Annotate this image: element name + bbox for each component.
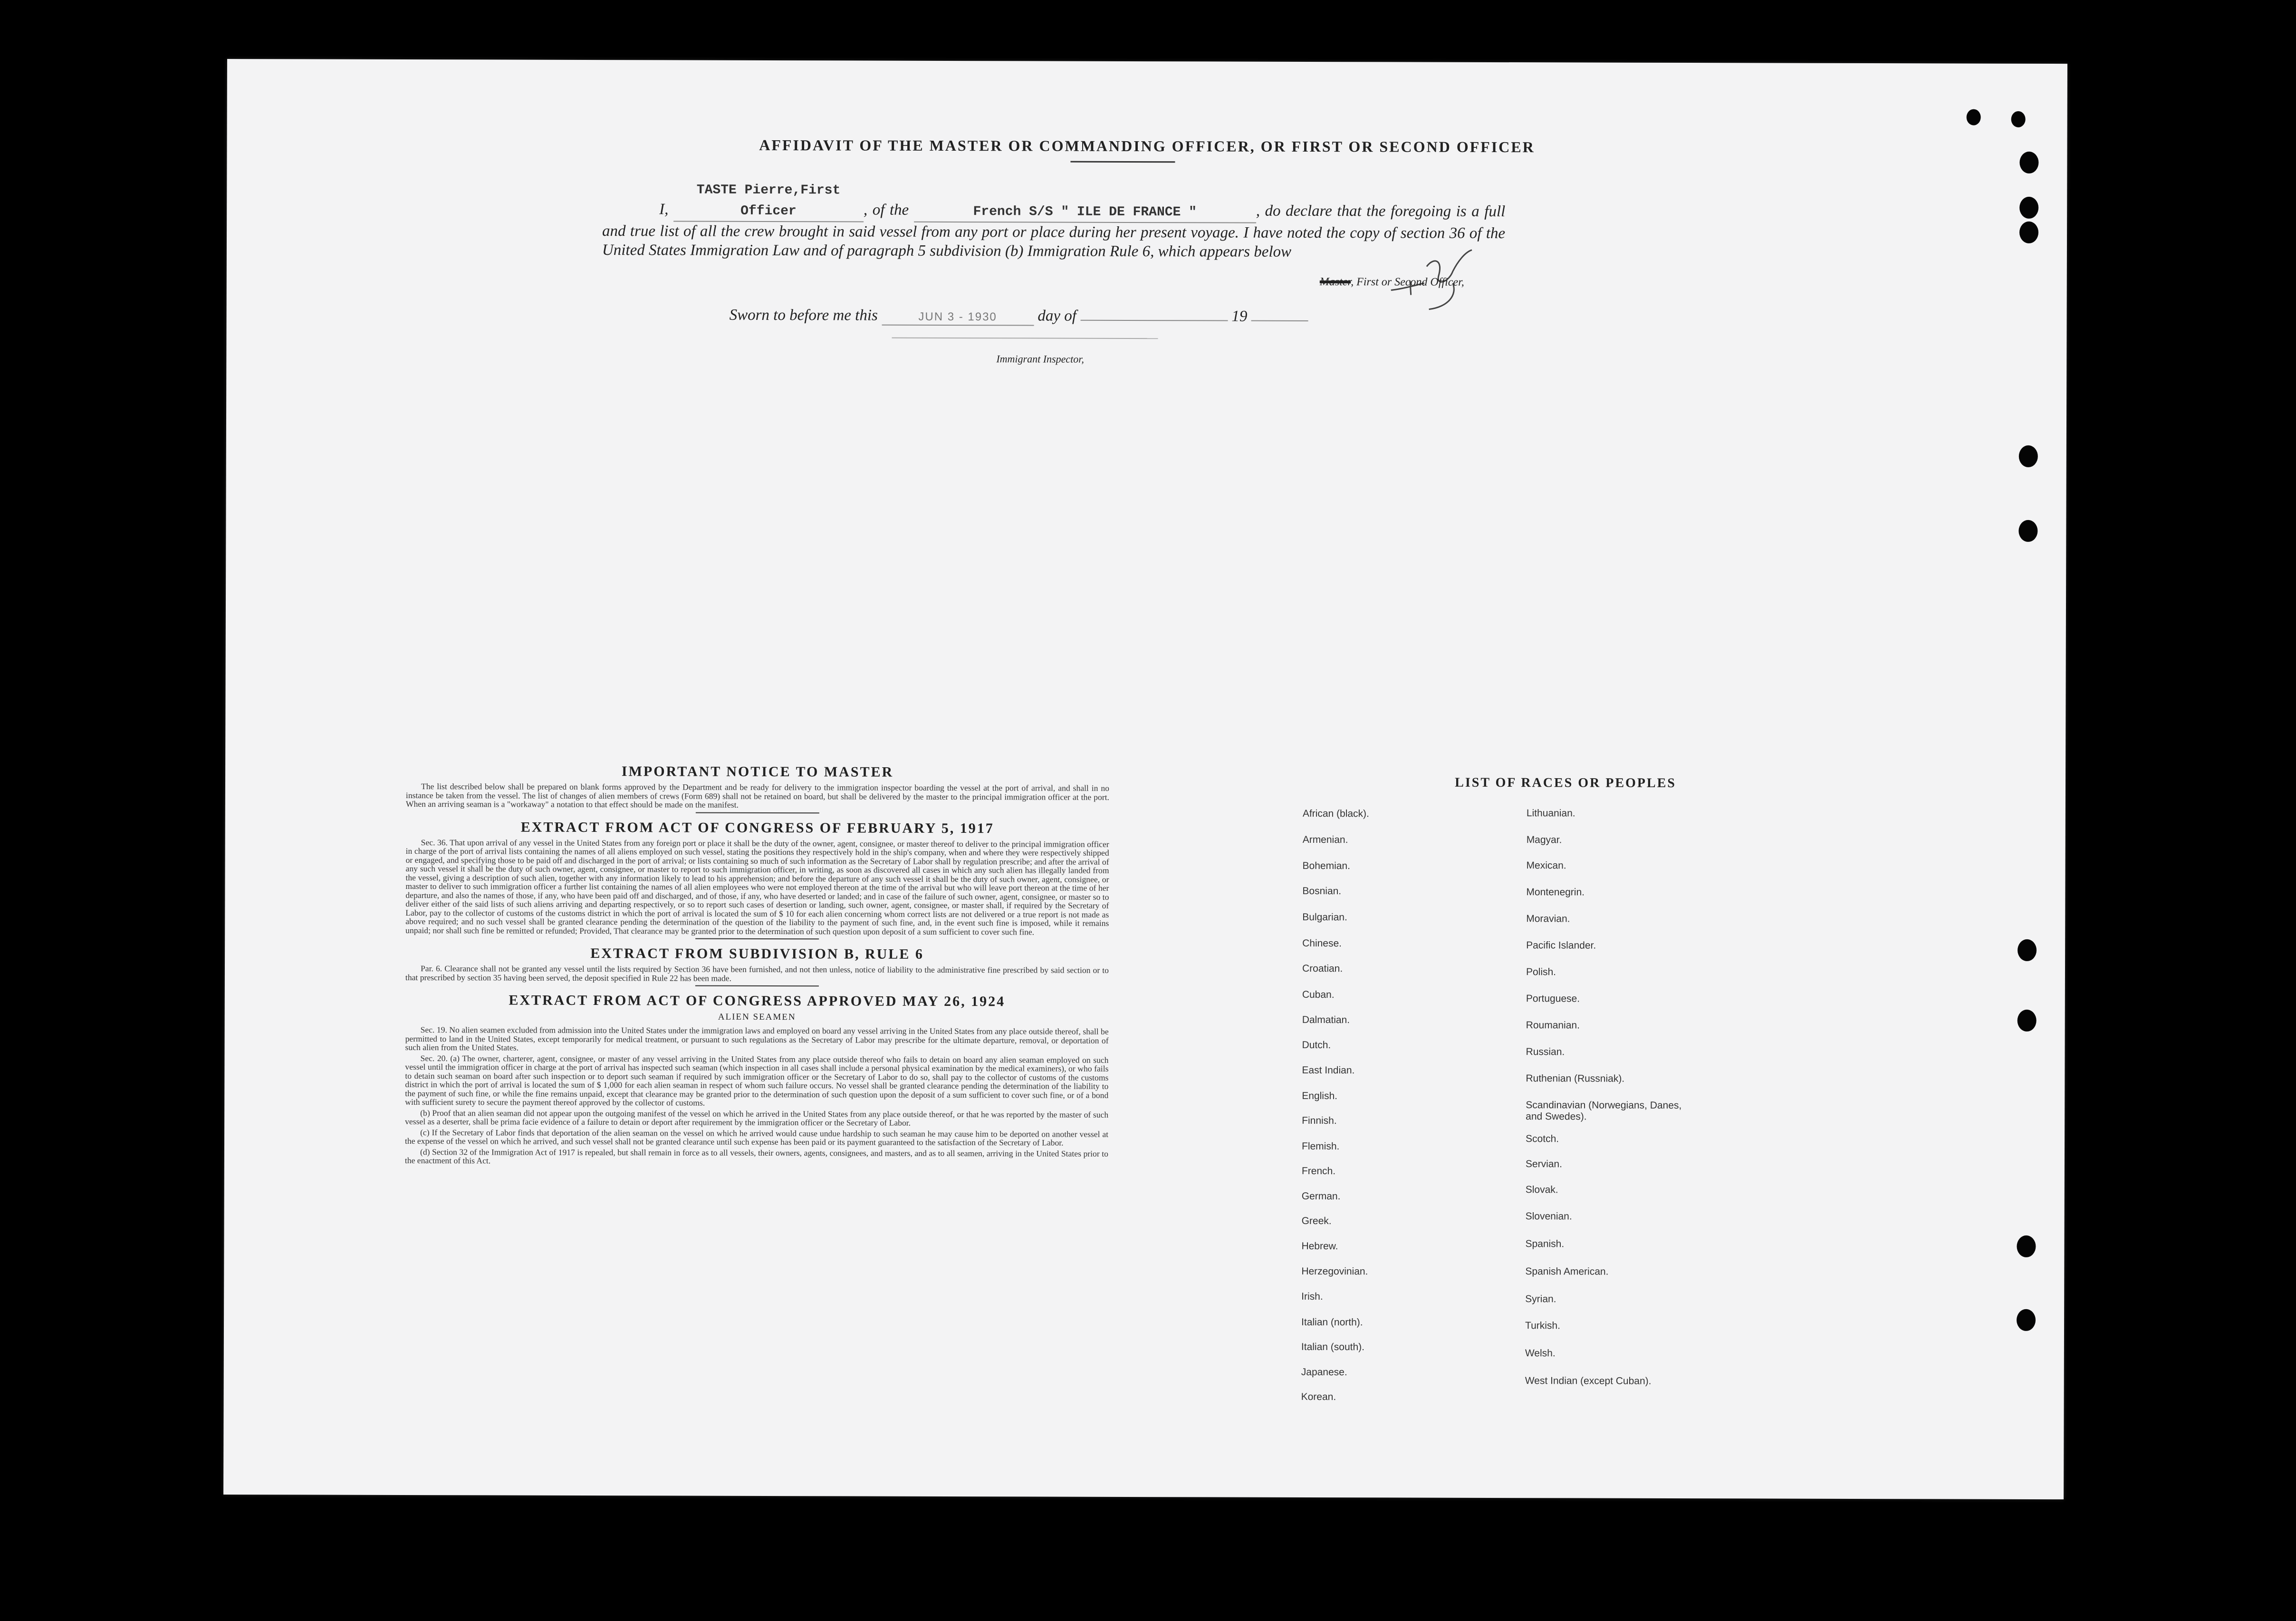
race-item: Portuguese.	[1526, 993, 1580, 1004]
race-item: Bosnian.	[1302, 885, 1342, 897]
declaration-paragraph	[602, 179, 1505, 262]
act-1924-sec20c: (c) If the Secretary of Labor finds that deportation of the alien seaman on the vessel on which he arrived would cause undue hardship to such seaman he may cause him to be deported on another vessel at the expense of the vessel on which he arrived, and such vessel shall not be granted clearance until such expense has been paid or its payment guaranteed to the satisfaction of the Secretary of Labor.	[405, 1127, 1109, 1148]
punch-hole	[1967, 109, 1981, 125]
punch-hole	[2011, 111, 2026, 127]
sworn-line: Sworn to before me this JUN 3 - 1930 day of 19	[730, 307, 1308, 327]
race-item: African (black).	[1302, 808, 1369, 820]
rule-6-text: Par. 6. Clearance shall not be granted any vessel until the lists required by Section 36 have been furnished, and not then unless, notice of liability to the administrative fine prescribed by said section or to that prescribed by section 35 having been served, the deposit specified in Rule 22 has been made.	[405, 964, 1109, 983]
race-item: Italian (north).	[1301, 1316, 1363, 1328]
race-item: Finnish.	[1302, 1115, 1337, 1127]
race-item: Scotch.	[1526, 1133, 1559, 1145]
punch-hole	[2019, 445, 2038, 467]
affidavit-title: AFFIDAVIT OF THE MASTER OR COMMANDING OFFICER, OR FIRST OR SECOND OFFICER	[759, 136, 1535, 156]
race-item: Russian.	[1526, 1046, 1565, 1058]
rule-6-title: EXTRACT FROM SUBDIVISION B, RULE 6	[590, 946, 924, 962]
act-1917-title: EXTRACT FROM ACT OF CONGRESS OF FEBRUARY 5, 1917	[520, 819, 994, 836]
race-item: East Indian.	[1302, 1064, 1355, 1076]
race-item: Mexican.	[1526, 860, 1566, 871]
race-item: Turkish.	[1525, 1320, 1560, 1332]
race-item: Syrian.	[1525, 1293, 1556, 1305]
punch-hole	[2019, 222, 2038, 243]
race-item: Magyar.	[1526, 834, 1562, 846]
act-1924-sec20b: (b) Proof that an alien seaman did not appear upon the outgoing manifest of the vessel on which he arrived in the United States from any place outside thereof, or that he was reported by the master of such vessel as a deserter, shall be prima facie evidence of a failure to detain or deport after requirement by the immigration officer or the Secretary of Labor.	[405, 1108, 1109, 1128]
date-stamp: JUN 3 - 1930	[918, 310, 997, 324]
race-item: Chinese.	[1302, 937, 1342, 949]
vessel-name-typed: French S/S " ILE DE FRANCE "	[973, 204, 1197, 220]
decl-text: , do declare that the foregoing is a full and true list of all the crew brought in said vessel from any port or place during her present voyage. I have noted the copy of section 36 of the United States Immigration Law and of paragraph 5 subdivision (b) Immigration Rule 6, which appears below	[602, 202, 1506, 261]
race-item: Slovenian.	[1525, 1211, 1572, 1222]
race-item: English.	[1302, 1090, 1338, 1102]
race-item: Armenian.	[1302, 834, 1348, 846]
race-item: Flemish.	[1301, 1140, 1340, 1152]
officer-title-line: Master, First or Second Officer,	[1319, 276, 1464, 289]
act-1924-sec20d: (d) Section 32 of the Immigration Act of 1917 is repealed, but shall remain in force as to all vessels, their owners, agents, consignees, and masters, and as to all seamen, arriving in the United States prior to the enactment of this Act.	[404, 1147, 1109, 1166]
race-item: Slovak.	[1525, 1184, 1558, 1196]
race-item: Montenegrin.	[1526, 887, 1585, 898]
race-item: Croatian.	[1302, 963, 1343, 975]
race-item: West Indian (except Cuban).	[1525, 1375, 1652, 1387]
race-item: Irish.	[1301, 1291, 1323, 1303]
divider	[695, 938, 819, 940]
race-item: German.	[1301, 1190, 1341, 1202]
divider	[696, 812, 819, 813]
races-title: LIST OF RACES OR PEOPLES	[1455, 775, 1676, 791]
race-item: Bulgarian.	[1302, 911, 1347, 923]
punch-hole	[2019, 197, 2038, 219]
race-item: Greek.	[1301, 1215, 1332, 1227]
punch-hole	[2017, 1010, 2037, 1032]
notice-title: IMPORTANT NOTICE TO MASTER	[621, 763, 894, 780]
race-item: Moravian.	[1526, 913, 1570, 925]
act-1924-title: EXTRACT FROM ACT OF CONGRESS APPROVED MAY 26, 1924	[509, 992, 1006, 1010]
inspector-label: Immigrant Inspector,	[996, 353, 1084, 365]
document-page	[223, 59, 2067, 1499]
officer-label: First or Second Officer,	[1356, 276, 1464, 289]
punch-hole	[2018, 520, 2037, 542]
inspector-signature-line	[892, 338, 1158, 339]
officer-name-typed: TASTE Pierre,First Officer	[696, 183, 841, 219]
punch-hole	[2017, 1309, 2036, 1331]
title-rule	[1070, 161, 1175, 163]
race-item: Dalmatian.	[1302, 1014, 1350, 1026]
race-item: Welsh.	[1525, 1348, 1556, 1359]
race-item: Spanish.	[1525, 1238, 1565, 1250]
race-item: Japanese.	[1301, 1366, 1347, 1378]
notice-section	[405, 763, 1109, 1168]
notice-intro: The list described below shall be prepared on blank forms approved by the Department and be ready for delivery to the immigration inspector boarding the vessel at the port of arrival, and shall in no instance be taken from the vessel. The list of changes of alien members of crews (Form 689) shall not be retained on board, but shall be delivered by the master to the principal immigration officer at the port. When an arriving seaman is a "workaway" a notation to that effect should be made on the manifest.	[405, 782, 1110, 810]
race-item: Spanish American.	[1525, 1266, 1609, 1277]
race-item: Bohemian.	[1302, 860, 1350, 872]
punch-hole	[2017, 939, 2037, 961]
race-item: Pacific Islander.	[1526, 940, 1596, 951]
act-1917-text: Sec. 36. That upon arrival of any vessel in the United States from any foreign port or place it shall be the duty of the owner, agent, consignee, or master thereof to deliver to the principal immigration officer in charge of the port of arrival lists containing the names of all aliens employed on such vessel, stating the positions they respectively hold in the ship's company, when and where they were respectively shipped or engaged, and specifying those to be paid off and discharged in the port of arrival; or lists containing so much of such information as the Secretary of Labor shall by regulation prescribe; and after the arrival of any such vessel it shall be the duty of such owner, agent, consignee, or master to report to such immigration officer, in writing, as soon as discovered all cases in which any such alien has illegally landed from the vessel, giving a description of such alien, together with any information likely to lead to his apprehension; and before the departure of any such vessel it shall be the duty of such owner, agent, consignee, or master to deliver to such immigration officer a further list containing the names of all alien employees who were not employed thereon at the time of the arrival but who will leave port thereon at the time of her departure, and also the names of those, if any, who have been paid off and discharged, and of those, if any, who have deserted or landed; and in case of the failure of such owner, agent, consignee, or master so to deliver either of the said lists of such aliens arriving and departing respectively, or so to report such cases of desertion or landing, such owner, agent, consignee, or master shall, if required by the Secretary of Labor, pay to the collector of customs of the customs district in which the port of arrival is located the sum of $ 10 for each alien concerning whom correct lists are not delivered or a true report is not made as above required; and no such vessel shall be granted clearance pending the determination of the question of the liability to the payment of such fine, and, in the event such fine is imposed, while it remains unpaid; nor shall such fine be remitted or refunded; Provided, That clearance may be granted prior to the determination of such question upon deposit of a sum sufficient to cover such fine.	[405, 837, 1109, 936]
race-item: Dutch.	[1302, 1039, 1331, 1051]
race-item: Italian (south).	[1301, 1341, 1365, 1353]
race-item: Scandinavian (Norwegians, Danes, and Swedes).	[1526, 1100, 1682, 1122]
race-item: Servian.	[1525, 1158, 1563, 1170]
race-item: Ruthenian (Russniak).	[1526, 1073, 1625, 1084]
alien-seamen-heading: ALIEN SEAMEN	[718, 1012, 796, 1023]
race-item: Lithuanian.	[1526, 808, 1575, 819]
race-item: Hebrew.	[1301, 1240, 1338, 1252]
act-1924-sec20a: Sec. 20. (a) The owner, charterer, agent, consignee, or master of any vessel arriving in the United States from any place outside thereof who fails to detain on board any alien seaman employed on such vessel until the immigration officer in charge at the port of arrival has inspected such seaman (which inspection in all cases shall include a personal physical examination by the medical examiners), or who fails to detain such seaman on board after such inspection or to deport such seaman if required by such immigration officer or the Secretary of Labor to do so, shall pay to the collector of customs of the customs district in which the port of arrival is located the sum of $ 1,000 for each alien seaman in respect of whom such failure occurs. No vessel shall be granted clearance pending the determination of the liability to the payment of such fine, or while the fine remains unpaid, except that clearance may be granted prior to the determination of such question upon the deposit of a sum sufficient to cover such fine, or of a bond with sufficient surety to secure the payment thereof approved by the collector of customs.	[405, 1053, 1109, 1108]
decl-of-the: , of the	[863, 201, 909, 219]
divider	[695, 985, 819, 987]
race-item: Polish.	[1526, 966, 1556, 978]
act-1924-sec19: Sec. 19. No alien seamen excluded from admission into the United States under the immigration laws and employed on board any vessel arriving in the United States from any place outside thereof, shall be permitted to land in the United States, except temporarily for medical treatment, or pursuant to such regulations as the Secretary of Labor may prescribe for the ultimate departure, removal, or deportation of such alien from the United States.	[405, 1025, 1109, 1052]
race-item: Korean.	[1301, 1391, 1336, 1403]
race-item: Roumanian.	[1526, 1020, 1580, 1031]
race-item: Herzegovinian.	[1301, 1265, 1368, 1277]
struck-master: Master	[1319, 276, 1351, 289]
decl-i: I,	[659, 201, 669, 218]
races-column-1	[1301, 808, 1502, 1403]
race-item: Cuban.	[1302, 989, 1335, 1001]
punch-hole	[2017, 1235, 2036, 1257]
race-item: French.	[1301, 1165, 1336, 1177]
